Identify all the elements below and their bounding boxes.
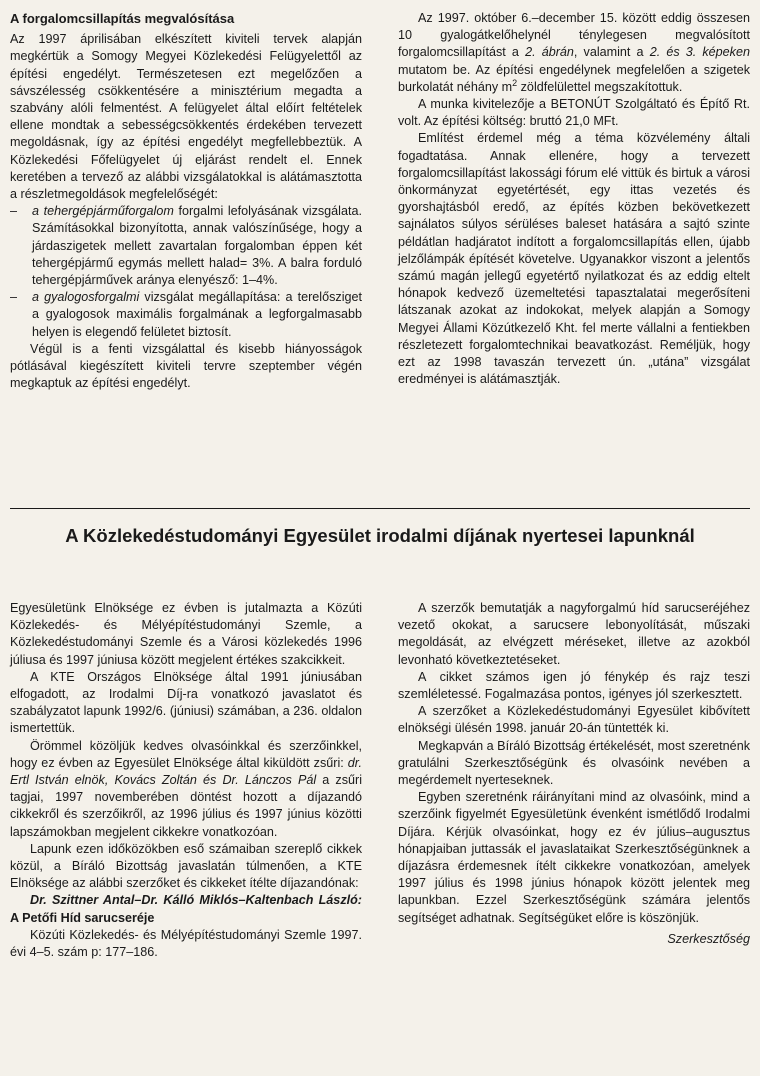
jury-names: dr. Ertl István elnök, Kovács Zoltán és Dr. Lánczos Pál — [10, 755, 362, 788]
top-right-column — [398, 10, 750, 388]
text-run: Az 1997. október 6.–december 15. között eddig összesen 10 gyalogátkelőhelynél ténylegesen megvalósított forgalomcsillapítást a — [398, 11, 750, 60]
list-item: – a gyalogosforgalmi vizsgálat megállapítása: a terelősziget a gyalogosok maximális forgalmának a legforgalmasabb helyen is elegendő felületet biztosít. — [10, 290, 362, 339]
paragraph — [398, 10, 750, 96]
text-run: mutatom be. Az építési engedélynek megfelelően a szigetek burkolatát néhány m — [398, 62, 750, 94]
image-reference: 2. és 3. képeken — [649, 45, 750, 60]
award-title: A Petőfi Híd sarucseréje — [10, 910, 155, 925]
paragraph: Egyben szeretnénk ráirányítani mind az olvasóink, mind a szerzőink figyelmét Egyesületünk évenként ismétlődő Irodalmi Díjára. Kérjük olvasóinkat, hogy ez év július–augusztus hónapjaiban juttassák el javaslataikat Szerkesztőségünknek a díjazásra érdemesnek ítélt cikkekre vonatkozóan, amelyek 1997 július és 1998 június hónapok között jelentek meg lapunkban. Ezzel Szerkesztőségünk számára jelentős segítséget adhatnak. Segítségüket előre is köszönjük. — [398, 790, 750, 925]
award-entry — [10, 892, 362, 926]
paragraph: A cikket számos igen jó fénykép és rajz teszi szemléletessé. Fogalmazása pontos, igényes jól szerkesztett. — [398, 669, 750, 702]
list-item-text: forgalmi lefolyásának vizsgálata. Számításokkal bizonyította, annak valószínűsége, hogy a járdaszigetek mellett zavartalan forgalomban éppen két tehergépjármű egymás mellett halad= 3%. A balra forduló tehergépjárművek aránya elenyésző: 1–4%. — [32, 204, 362, 288]
paragraph — [10, 738, 362, 841]
award-source: Közúti Közlekedés- és Mélyépítéstudományi Szemle 1997. évi 4–5. szám p: 177–186. — [10, 927, 362, 960]
award-authors: Dr. Szittner Antal–Dr. Kálló Miklós–Kaltenbach László: — [30, 893, 362, 908]
text-run: Örömmel közöljük kedves olvasóinkkal és szerzőinkkel, hogy ez évben az Egyesület Elnöksége által kiküldött zsűri: — [10, 738, 362, 770]
paragraph: A munka kivitelezője a BETONÚT Szolgáltató és Építő Rt. volt. Az építési költség: bruttó 21,0 MFt. — [398, 97, 750, 129]
article-title: A Közlekedéstudományi Egyesület irodalmi díjának nyertesei lapunknál — [65, 525, 695, 546]
paragraph: Megkapván a Bíráló Bizottság értékelését, most szeretnénk gratulálni Szerkesztőségünk és olvasóink nevében a megérdemelt nyerteseknek. — [398, 738, 750, 788]
paragraph: Végül is a fenti vizsgálattal és kisebb hiányosságok pótlásával kiegészített kiviteli tervre szeptember végén megkaptuk az építési engedélyt. — [10, 341, 362, 391]
paragraph: A KTE Országos Elnöksége által 1991 júniusában elfogadott, az Irodalmi Díj-ra vonatkozó javaslatot és szabályzatot lapunk 1992/6. (júniusi) számában, a 236. oldalon ismertettük. — [10, 669, 362, 736]
text-run: a zsűri tagjai, 1997 novemberében döntést hozott a díjazandó cikkekről és szerzőikről, az 1996 július és 1997 június közötti lapszámokban megjelent cikkekre vonatkozóan. — [10, 773, 363, 839]
bottom-right-column — [398, 600, 750, 948]
paragraph: A szerzőket a Közlekedéstudományi Egyesület kibővített elnökségi ülésén 1998. január 20-án tüntették ki. — [398, 704, 750, 736]
section-heading: A forgalomcsillapítás megvalósítása — [10, 11, 235, 26]
emphasis: a gyalogosforgalmi — [32, 290, 140, 305]
emphasis: a tehergépjárműforgalom — [32, 204, 174, 219]
top-left-column — [10, 10, 362, 392]
list-item: – a tehergépjárműforgalom forgalmi lefolyásának vizsgálata. Számításokkal bizonyította, annak valószínűsége, hogy a járdaszigetek mellett zavartalan forgalomban éppen két tehergépjármű egymás mellett halad= 3%. A balra forduló tehergépjárművek aránya elenyésző: 1–4%. — [10, 204, 362, 288]
text-run: zöldfelülettel megszakítottuk. — [517, 79, 683, 94]
signature: Szerkesztőség — [667, 931, 750, 946]
paragraph: Lapunk ezen időközökben eső számaiban szereplő cikkek közül, a Bíráló Bizottság javaslatán túlmenően, a KTE Elnöksége az alábbi szerzőket és cikkeket ítélte díjazandónak: — [10, 841, 362, 891]
section-divider — [10, 508, 750, 509]
list-item-text: vizsgálat megállapítása: a terelősziget a gyalogosok maximális forgalmának a legforgalmasabb helyen is elegendő felületet biztosít. — [32, 290, 362, 339]
paragraph: A szerzők bemutatják a nagyforgalmú híd sarucseréjéhez vezető okokat, a sarucsere lebonyolítását, műszaki megoldását, az elvégzett méréseket, illetve az azokból levonható következtetéseket. — [398, 601, 750, 667]
paragraph: Egyesületünk Elnöksége ez évben is jutalmazta a Közúti Közlekedés- és Mélyépítéstudományi Szemle, a Közlekedéstudományi Szemle és a Városi közlekedés 1996 júliusa és 1997 júniusa között megjelent értékes szakcikkeit. — [10, 601, 362, 667]
figure-reference: 2. ábrán — [525, 45, 574, 60]
paragraph: Említést érdemel még a téma közvélemény általi fogadtatása. Annak ellenére, hogy a tervezett forgalomcsillapítást lakossági fórum elé vittük és birtuk a városi önkormányzat egyetértését, egy ittas vezetés és gyorshajtásból eredő, az építés közben bekövetkezett sajnálatos súlyos sérüléses baleset hatására a sajtó szinte példátlan hadjáratot indított a forgalomcsillapítás ellen, újabb jelzőlámpák építését követelve. Ugyanakkor viszont a jelentős számú magán jellegű egyetértő nyilatkozat és az eddig eltelt hónapok kedvező üzemeltetési tapasztalatai megerősíteni látszanak azokat az indokokat, melyek alapján a Somogy Megyei Állami Közútkezelő Kht. fel merte vállalni a fentiekben részletezett forgalomtechnikai beavatkozást. Reméljük, hogy ezt az 1998 tavaszán tervezett ún. „utána” vizsgálat eredményei is alátámasztják. — [398, 131, 750, 387]
superscript: 2 — [512, 77, 518, 88]
bottom-left-column — [10, 600, 362, 961]
paragraph: Az 1997 áprilisában elkészített kiviteli tervek alapján megkértük a Somogy Megyei Közlekedési Felügyelettől az építési engedélyt. Természetesen ezt megelőzően a sávszélesség csökkentésére a minisztérium megadta a szabvány alóli felmentést. A felügyelet által előírt feltételek ellene mondtak a sebességcsökkentés érdekében tervezett megoldásnak, így az építési engedélyt megfellebbeztük. A Közlekedési Főfelügyelet új eljárást rendelt el. Ennek keretében a tervező az alábbi vizsgálatokkal is alátámasztotta a részletmegoldások megfelelőségét: — [10, 32, 362, 202]
text-run: , valamint a — [573, 45, 650, 60]
